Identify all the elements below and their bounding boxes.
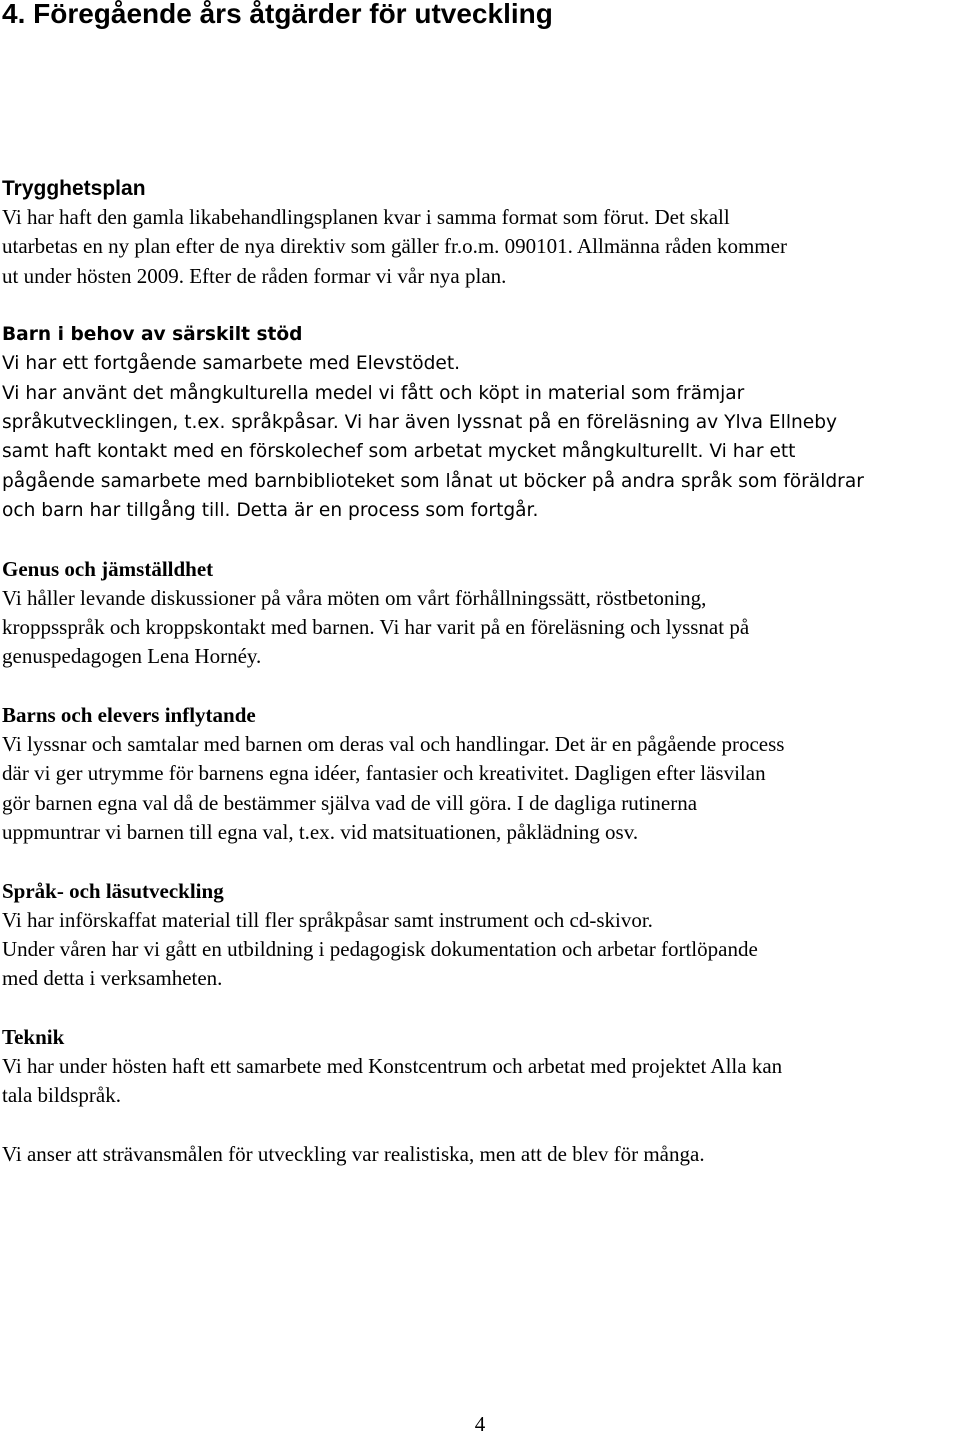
section-closing [2, 1140, 957, 1169]
section-heading: Barn i behov av särskilt stöd [2, 324, 303, 346]
text-line: Under våren har vi gått en utbildning i pedagogisk dokumentation och arbetar fortlöpande [2, 936, 758, 961]
text-line: ut under hösten 2009. Efter de råden formar vi vår nya plan. [2, 263, 507, 288]
section-heading: Genus och jämställdhet [2, 556, 214, 581]
text-line: uppmuntrar vi barnen till egna val, t.ex. vid matsituationen, påklädning osv. [2, 820, 639, 845]
section-sprak [2, 877, 957, 994]
section-heading: Språk- och läsutveckling [2, 878, 224, 903]
text-line: Vi har införskaffat material till fler språkpåsar samt instrument och cd-skivor. [2, 907, 653, 932]
text-line: språkutvecklingen, t.ex. språkpåsar. Vi har även lyssnat på en föreläsning av Ylva Ellneby [2, 412, 838, 434]
text-line: gör barnen egna val då de bestämmer själva vad de vill göra. I de dagliga rutinerna [2, 790, 698, 815]
text-line: Vi lyssnar och samtalar med barnen om deras val och handlingar. Det är en pågående process [2, 731, 785, 756]
section-barn-i-behov [2, 320, 957, 525]
text-line: Vi håller levande diskussioner på våra möten om vårt förhållningssätt, röstbetoning, [2, 585, 707, 610]
text-line: Vi anser att strävansmålen för utveckling var realistiska, men att de blev för många. [2, 1141, 705, 1166]
text-line: Vi har ett fortgående samarbete med Elevstödet. [2, 353, 461, 375]
text-line: utarbetas en ny plan efter de nya direktiv som gäller fr.o.m. 090101. Allmänna råden kommer [2, 234, 787, 259]
section-trygghetsplan [2, 174, 957, 291]
section-text [2, 584, 957, 672]
section-genus [2, 555, 957, 672]
text-line: där vi ger utrymme för barnens egna idéer, fantasier och kreativitet. Dagligen efter läsvilan [2, 761, 766, 786]
document-body [2, 174, 957, 1198]
section-text [2, 1140, 957, 1169]
section-teknik [2, 1023, 957, 1111]
section-text [2, 349, 957, 525]
text-line: Vi har haft den gamla likabehandlingsplanen kvar i samma format som förut. Det skall [2, 205, 730, 229]
text-line: Vi har använt det mångkulturella medel vi fått och köpt in material som främjar [2, 382, 745, 404]
page-number: 4 [474, 1412, 486, 1436]
page-title: 4. Föregående års åtgärder för utveckling [2, 0, 553, 29]
section-text [2, 906, 957, 994]
text-line: Vi har under hösten haft ett samarbete med Konstcentrum och arbetat med projektet Alla kan [2, 1053, 783, 1078]
text-line: genuspedagogen Lena Hornéy. [2, 644, 262, 669]
section-text [2, 1052, 957, 1111]
text-line: och barn har tillgång till. Detta är en process som fortgår. [2, 500, 539, 522]
text-line: tala bildspråk. [2, 1083, 121, 1108]
text-line: med detta i verksamheten. [2, 966, 223, 991]
section-inflytande [2, 701, 957, 848]
section-heading: Barns och elevers inflytande [2, 702, 256, 727]
section-heading: Teknik [2, 1024, 65, 1049]
text-line: kroppsspråk och kroppskontakt med barnen. Vi har varit på en föreläsning och lyssnat på [2, 615, 750, 640]
section-heading: Trygghetsplan [2, 177, 146, 200]
section-text [2, 730, 957, 848]
section-text [2, 203, 957, 291]
text-line: pågående samarbete med barnbiblioteket som lånat ut böcker på andra språk som föräldrar [2, 470, 864, 492]
text-line: samt haft kontakt med en förskolechef som arbetat mycket mångkulturellt. Vi har ett [2, 441, 796, 463]
